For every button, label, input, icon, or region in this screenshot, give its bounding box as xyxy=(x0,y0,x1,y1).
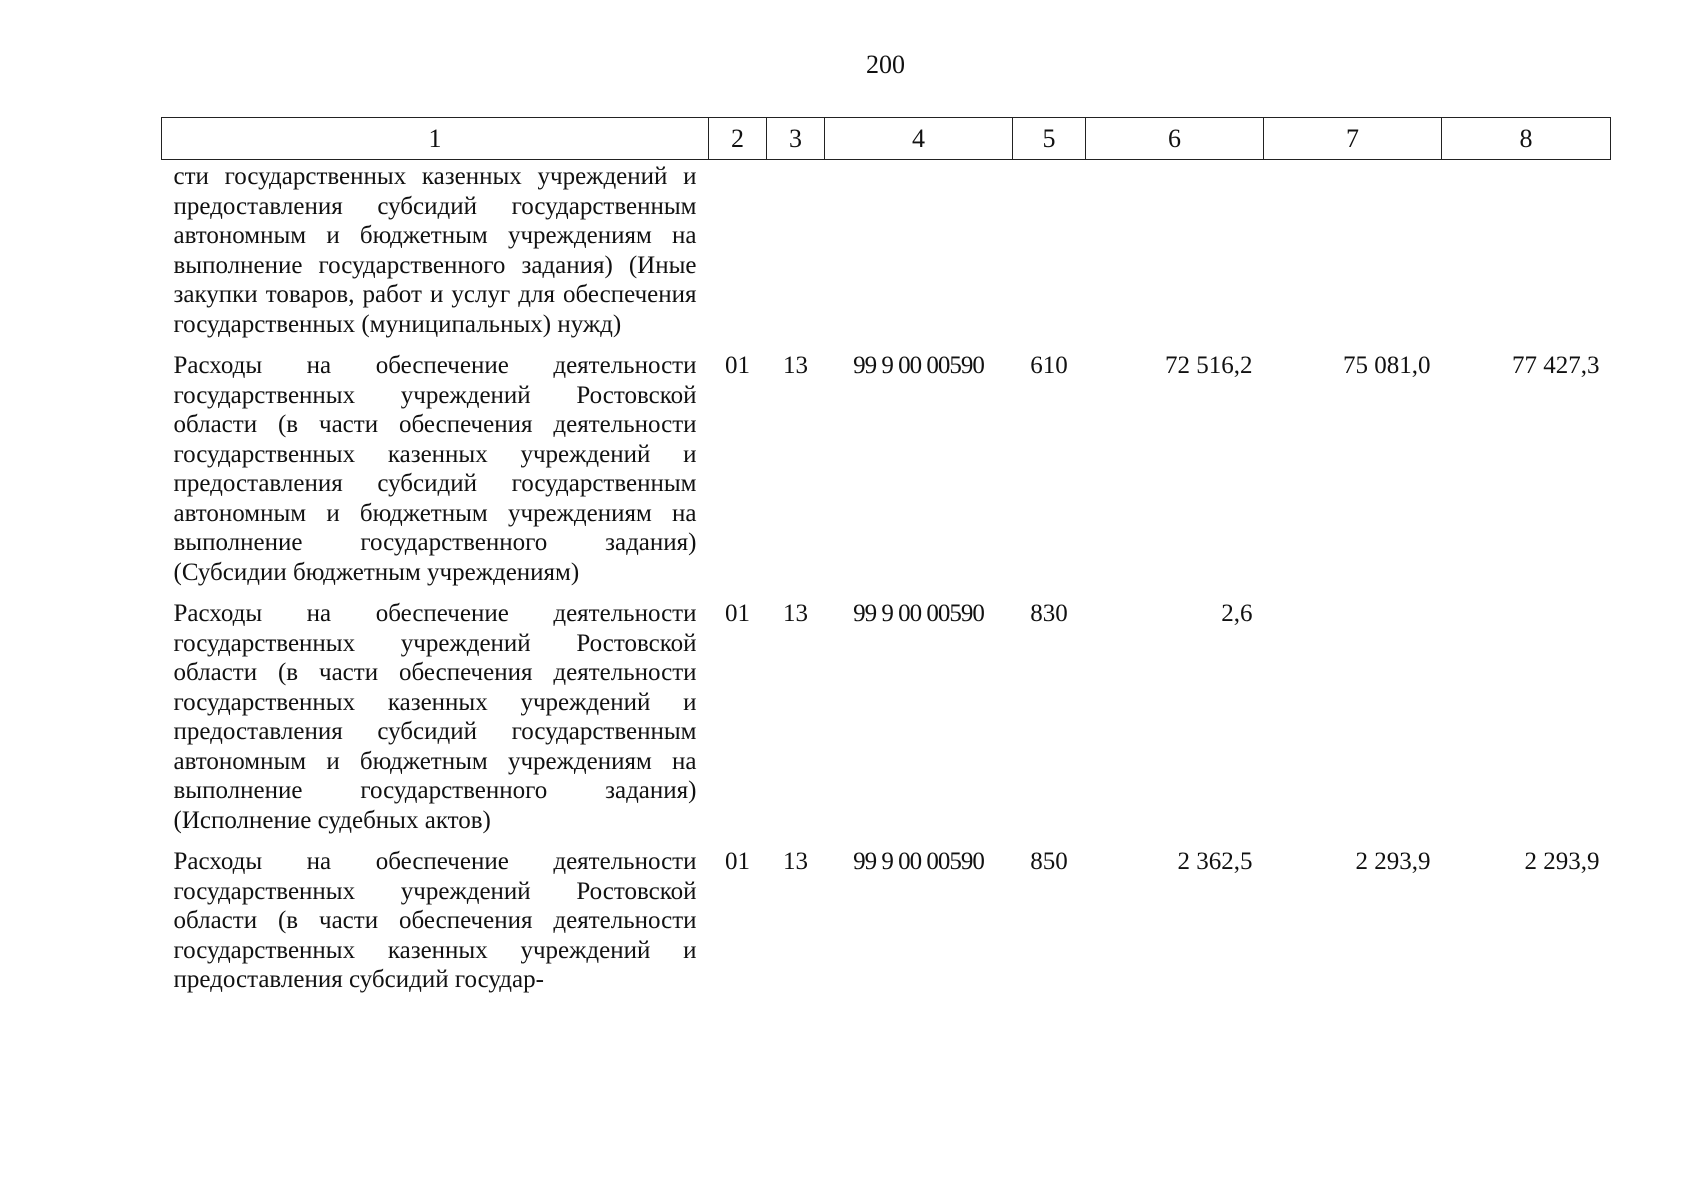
column-header-7: 7 xyxy=(1264,118,1442,160)
table-row xyxy=(162,847,1611,1007)
row-amount-col8 xyxy=(1442,599,1611,847)
row-expense-type xyxy=(1013,160,1086,352)
page-number: 200 xyxy=(866,50,905,79)
column-header-8: 8 xyxy=(1442,118,1611,160)
row-section-code: 01 xyxy=(725,600,750,627)
row-description: сти государственных казенных учреждений и предоставления субсидий государственным автономным и бюджетным учреждениям на выполнение государственного задания) (Иные закупки товаров, работ и услуг для обеспечения государственных (муниципальных) нужд) xyxy=(173,163,697,338)
row-amount-col6: 2,6 xyxy=(1221,600,1253,627)
row-subsection-code: 13 xyxy=(783,600,808,627)
row-amount-col6: 72 516,2 xyxy=(1165,352,1253,379)
column-header-1: 1 xyxy=(162,118,709,160)
column-header-6: 6 xyxy=(1086,118,1264,160)
row-section-code xyxy=(709,160,767,352)
row-target-article: 99 9 00 00590 xyxy=(853,848,984,875)
row-expense-type: 850 xyxy=(1030,848,1068,875)
table-row xyxy=(162,599,1611,847)
row-target-article: 99 9 00 00590 xyxy=(853,352,984,379)
row-target-article xyxy=(825,160,1013,352)
column-header-3: 3 xyxy=(767,118,825,160)
row-description: Расходы на обеспечение деятельности государственных учреждений Ростовской области (в части обеспечения деятельности государственных казенных учреждений и предоставления субсидий государ- xyxy=(173,848,697,993)
row-amount-col8: 77 427,3 xyxy=(1512,352,1600,379)
row-amount-col6 xyxy=(1086,160,1264,352)
row-amount-col8: 2 293,9 xyxy=(1524,848,1600,875)
row-amount-col7: 75 081,0 xyxy=(1343,352,1431,379)
row-expense-type: 830 xyxy=(1030,600,1068,627)
row-expense-type: 610 xyxy=(1030,352,1068,379)
row-amount-col8 xyxy=(1442,160,1611,352)
row-target-article: 99 9 00 00590 xyxy=(853,600,984,627)
row-section-code: 01 xyxy=(725,848,750,875)
row-description: Расходы на обеспечение деятельности государственных учреждений Ростовской области (в части обеспечения деятельности государственных казенных учреждений и предоставления субсидий государственным автономным и бюджетным учреждениям на выполнение государственного задания) (Исполнение судебных актов) xyxy=(173,600,697,834)
column-header-4: 4 xyxy=(825,118,1013,160)
budget-table xyxy=(161,117,1611,1007)
row-subsection-code: 13 xyxy=(783,848,808,875)
column-header-5: 5 xyxy=(1013,118,1086,160)
table-row xyxy=(162,160,1611,352)
row-section-code: 01 xyxy=(725,352,750,379)
table-header-row xyxy=(162,118,1611,160)
row-amount-col6: 2 362,5 xyxy=(1177,848,1253,875)
row-amount-col7 xyxy=(1264,599,1442,847)
column-header-2: 2 xyxy=(709,118,767,160)
row-amount-col7: 2 293,9 xyxy=(1355,848,1431,875)
row-amount-col7 xyxy=(1264,160,1442,352)
row-description: Расходы на обеспечение деятельности государственных учреждений Ростовской области (в части обеспечения деятельности государственных казенных учреждений и предоставления субсидий государственным автономным и бюджетным учреждениям на выполнение государственного задания) (Субсидии бюджетным учреждениям) xyxy=(173,352,697,586)
row-subsection-code: 13 xyxy=(783,352,808,379)
table-row xyxy=(162,351,1611,599)
row-subsection-code xyxy=(767,160,825,352)
